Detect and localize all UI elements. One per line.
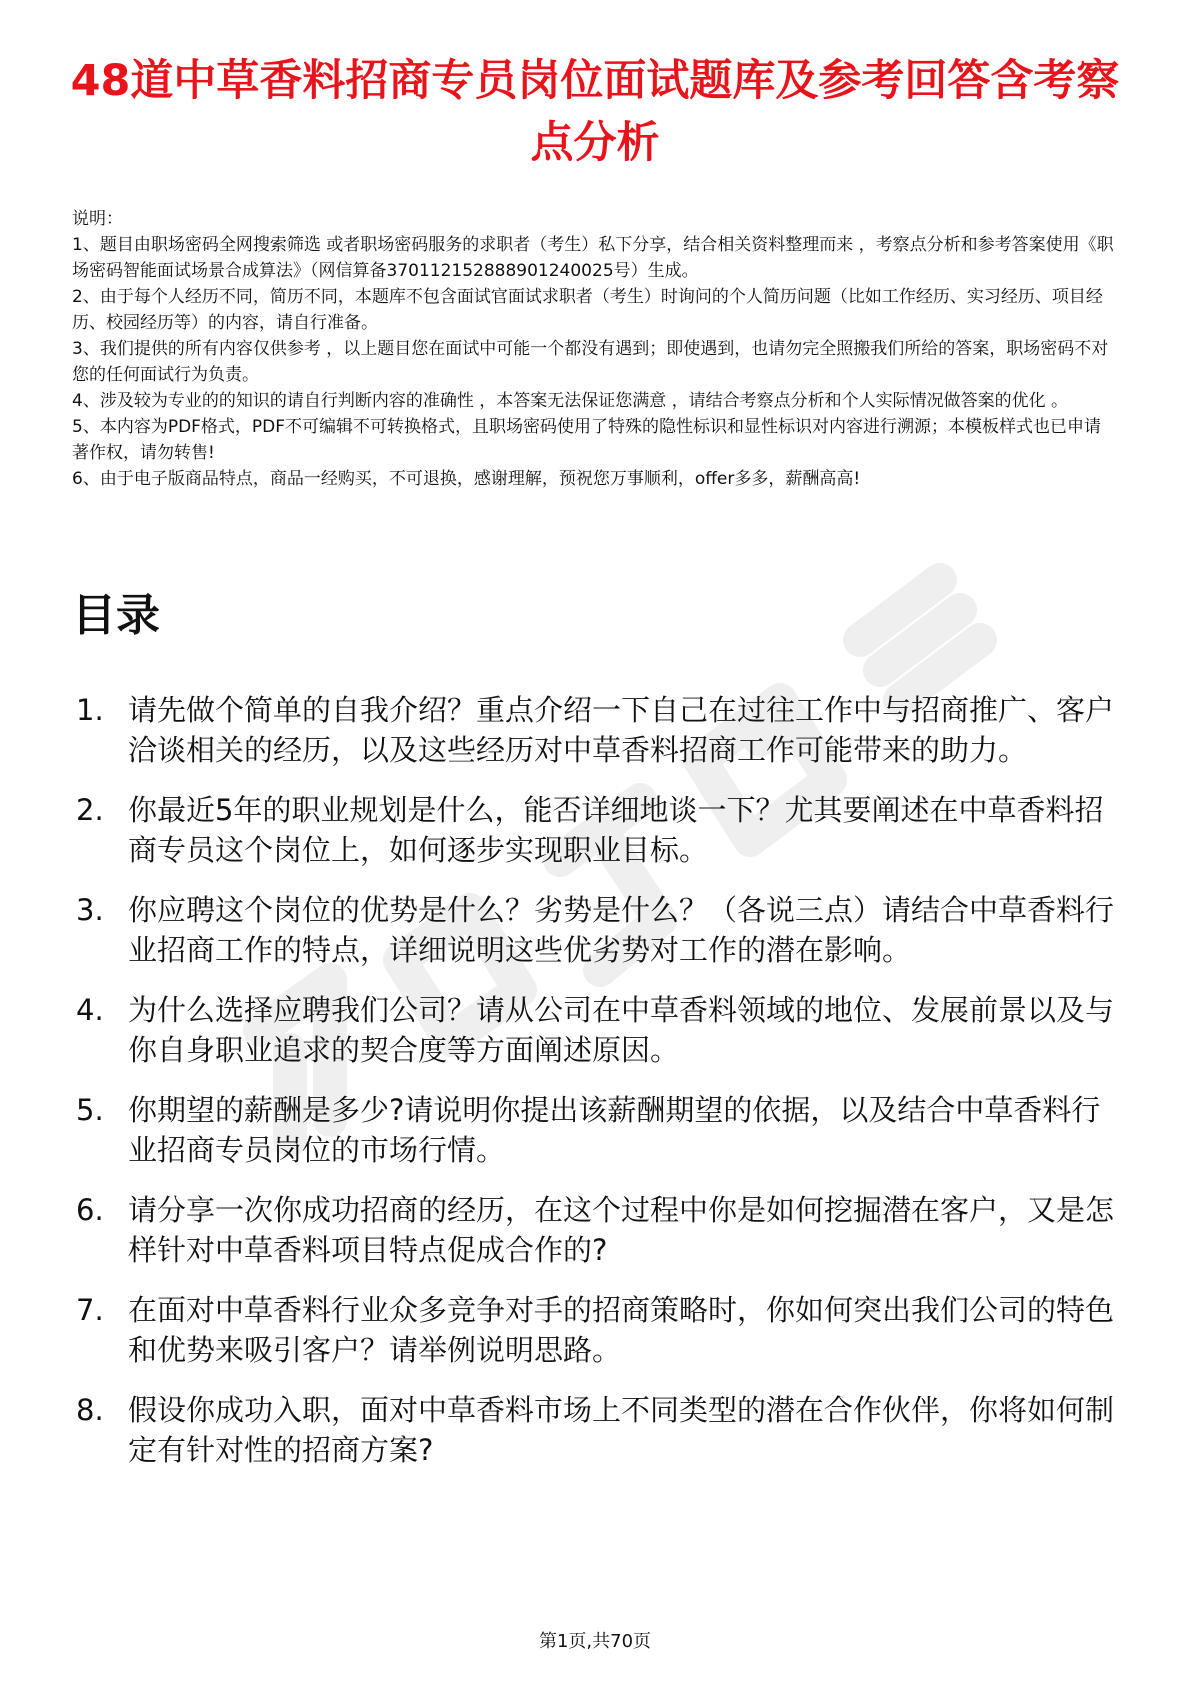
toc-item[interactable] (72, 790, 1122, 870)
toc-heading: 目录 (72, 590, 160, 641)
toc-item-number: 7. (76, 1293, 104, 1327)
toc-item-text: 请先做个简单的自我介绍？重点介绍一下自己在过往工作中与招商推广、客户洽谈相关的经历，以及这些经历对中草香料招商工作可能带来的助力。 (128, 693, 1115, 767)
instruction-item: 1、题目由职场密码全网搜索筛选 或者职场密码服务的求职者（考生）私下分享，结合相关资料整理而来 ，考察点分析和参考答案使用《职场密码智能面试场景合成算法》（网信算备370112152888901240025号）生成。 (72, 235, 1114, 281)
instruction-item: 2、由于每个人经历不同，简历不同，本题库不包含面试官面试求职者（考生）时询问的个人简历问题（比如工作经历、实习经历、项目经历、校园经历等）的内容，请自行准备。 (72, 287, 1103, 333)
toc-item-text: 你最近5年的职业规划是什么，能否详细地谈一下？尤其要阐述在中草香料招商专员这个岗位上，如何逐步实现职业目标。 (128, 793, 1104, 867)
toc-item[interactable] (72, 990, 1122, 1070)
instruction-item: 3、我们提供的所有内容仅供参考 ，以上题目您在面试中可能一个都没有遇到；即使遇到，也请勿完全照搬我们所给的答案，职场密码不对您的任何面试行为负责。 (72, 339, 1109, 385)
toc-item-text: 在面对中草香料行业众多竞争对手的招商策略时，你如何突出我们公司的特色和优势来吸引客户？请举例说明思路。 (128, 1293, 1115, 1367)
instructions-heading: 说明： (72, 209, 123, 229)
toc-item-number: 2. (76, 793, 104, 827)
toc-item-text: 你期望的薪酬是多少?请说明你提出该薪酬期望的依据，以及结合中草香料行业招商专员岗位的市场行情。 (128, 1093, 1101, 1167)
toc-item[interactable] (72, 690, 1122, 770)
instruction-item: 5、本内容为PDF格式，PDF不可编辑不可转换格式，且职场密码使用了特殊的隐性标识和显性标识对内容进行溯源；本模板样式也已申请著作权，请勿转售! (72, 417, 1102, 463)
toc-item[interactable] (72, 1190, 1122, 1270)
toc-item[interactable] (72, 1290, 1122, 1370)
toc-item[interactable] (72, 1390, 1122, 1470)
toc-list (72, 690, 1122, 1490)
toc-item-number: 3. (76, 893, 104, 927)
toc-item[interactable] (72, 1090, 1122, 1170)
toc-item-text: 请分享一次你成功招商的经历，在这个过程中你是如何挖掘潜在客户，又是怎样针对中草香料项目特点促成合作的? (128, 1193, 1115, 1267)
toc-item-number: 1. (76, 693, 104, 727)
toc-item-number: 6. (76, 1193, 104, 1227)
toc-item-number: 4. (76, 993, 104, 1027)
toc-item-text: 假设你成功入职，面对中草香料市场上不同类型的潜在合作伙伴，你将如何制定有针对性的招商方案? (128, 1393, 1115, 1467)
toc-item-number: 8. (76, 1393, 104, 1427)
instruction-item: 6、由于电子版商品特点，商品一经购买，不可退换，感谢理解，预祝您万事顺利，offer多多，薪酬高高! (72, 469, 861, 489)
toc-item[interactable] (72, 890, 1122, 970)
instruction-item: 4、涉及较为专业的的知识的请自行判断内容的准确性 ，本答案无法保证您满意 ，请结合考察点分析和个人实际情况做答案的优化 。 (72, 391, 1069, 411)
page-footer: 第1页,共70页 (538, 1631, 652, 1652)
toc-item-text: 你应聘这个岗位的优势是什么？劣势是什么？（各说三点）请结合中草香料行业招商工作的特点，详细说明这些优劣势对工作的潜在影响。 (128, 893, 1115, 967)
instructions-block (72, 206, 1118, 492)
page-title: 48道中草香料招商专员岗位面试题库及参考回答含考察点分析 (70, 56, 1120, 168)
toc-item-text: 为什么选择应聘我们公司？请从公司在中草香料领域的地位、发展前景以及与你自身职业追求的契合度等方面阐述原因。 (128, 993, 1115, 1067)
toc-item-number: 5. (76, 1093, 104, 1127)
